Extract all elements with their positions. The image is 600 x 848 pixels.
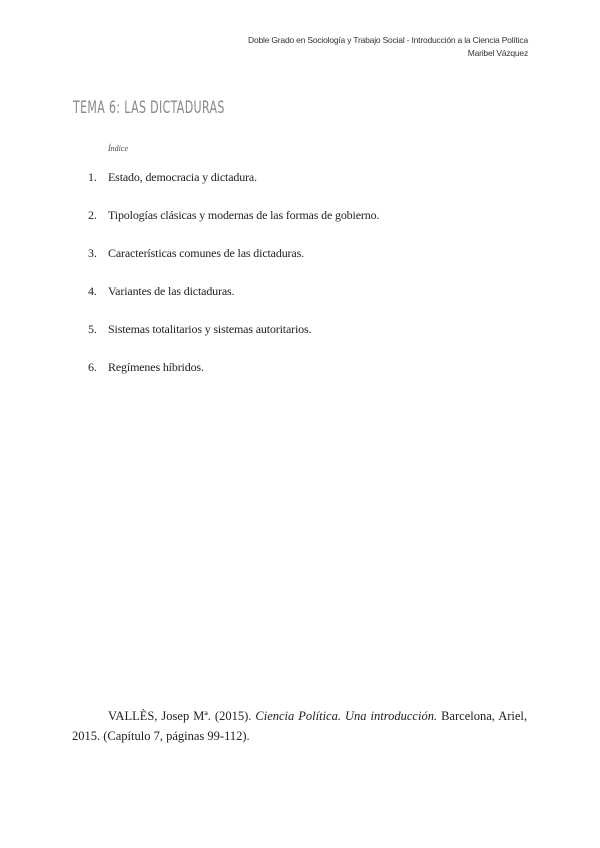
toc-item-text: Variantes de las dictaduras.	[108, 284, 235, 298]
toc-item	[88, 360, 379, 398]
toc-item	[88, 284, 379, 322]
toc-item	[88, 170, 379, 208]
toc-item-number: 4.	[88, 284, 97, 298]
page-header	[248, 34, 528, 60]
toc-item-text: Estado, democracia y dictadura.	[108, 170, 257, 184]
toc-item-number: 5.	[88, 322, 97, 336]
toc-item	[88, 322, 379, 360]
reference-author: VALLÈS, Josep Mª. (2015).	[108, 709, 252, 723]
toc-item-number: 2.	[88, 208, 97, 222]
toc-item-number: 3.	[88, 246, 97, 260]
toc-item-number: 1.	[88, 170, 97, 184]
bibliographic-reference	[72, 706, 527, 746]
reference-publisher: Barcelona, Ariel, 2015. (Capítulo 7, páginas 99-112).	[72, 709, 528, 743]
toc-item-text: Características comunes de las dictaduras.	[108, 246, 304, 260]
toc-item	[88, 208, 379, 246]
index-label: Índice	[108, 144, 128, 153]
header-course: Doble Grado en Sociología y Trabajo Social - Introducción a la Ciencia Política	[248, 35, 528, 45]
toc-item-text: Sistemas totalitarios y sistemas autoritarios.	[108, 322, 312, 336]
page-title: TEMA 6: LAS DICTADURAS	[73, 98, 225, 118]
reference-book-title: Ciencia Política. Una introducción.	[255, 709, 438, 723]
toc-item	[88, 246, 379, 284]
table-of-contents	[88, 170, 379, 398]
header-author: Maribel Vázquez	[467, 48, 528, 58]
toc-item-number: 6.	[88, 360, 97, 374]
toc-item-text: Regímenes híbridos.	[108, 360, 204, 374]
toc-item-text: Tipologías clásicas y modernas de las formas de gobierno.	[108, 208, 380, 222]
